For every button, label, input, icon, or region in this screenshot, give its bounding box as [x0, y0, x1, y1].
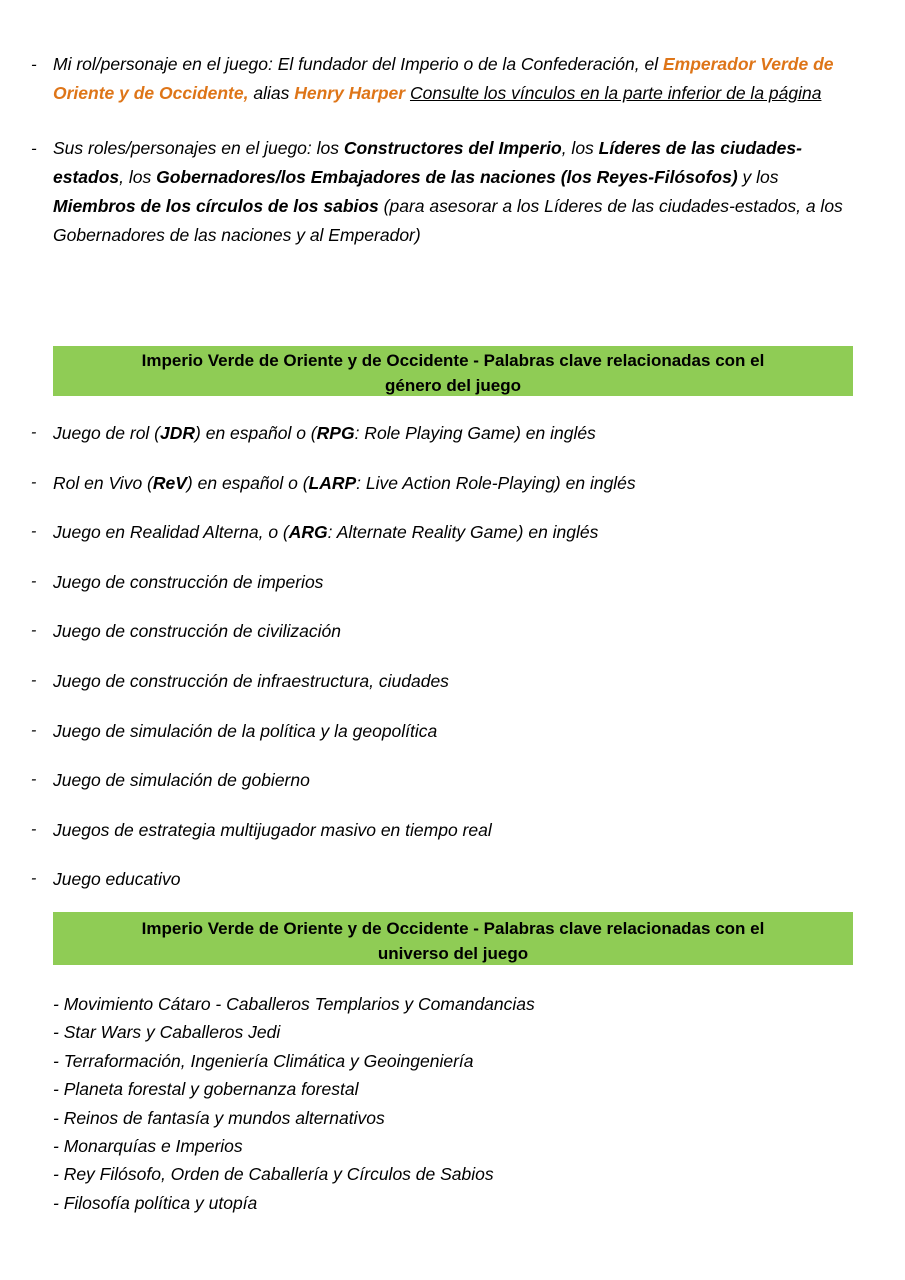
list-item [0, 667, 905, 717]
list-item [0, 766, 905, 816]
intro-bullet-2-text-segment-3: Líderes de las ciudades-estados [53, 138, 802, 187]
genre-item-1-segment-1: ReV [152, 472, 187, 493]
intro-bullet-2-text [53, 134, 860, 250]
genre-item-0-segment-0: Juego de rol ( [53, 423, 161, 443]
bullet-dash-marker: - [31, 55, 37, 74]
universe-list-item-3: - Planeta forestal y gobernanza forestal [53, 1079, 359, 1100]
list-item [0, 134, 905, 250]
genre-item-text-0 [53, 423, 596, 443]
banner-genre-line-1: Imperio Verde de Oriente y de Occidente - Palabras clave relacionadas con el [141, 351, 765, 370]
banner-universe-line-2: universo del juego [377, 944, 529, 963]
list-item [0, 469, 905, 519]
genre-item-text-5 [53, 671, 449, 691]
bullet-dash-marker: - [31, 622, 37, 640]
intro-bullet-2-text-segment-6: y los [737, 167, 779, 187]
universe-list-item-1: - Star Wars y Caballeros Jedi [53, 1022, 281, 1043]
list-item [0, 617, 905, 667]
section-banner-universe [53, 912, 853, 965]
bullet-dash-marker: - [31, 572, 37, 590]
intro-bullet-2-text-segment-2: , los [561, 138, 599, 158]
genre-item-9-segment-0: Juego educativo [53, 869, 181, 890]
intro-bullet-2-text-segment-8: (para asesorar a los Líderes de las ciudades-estados, a los Gobernadores de las naciones y al Emperador) [53, 196, 843, 245]
genre-item-text-9 [53, 869, 180, 889]
genre-item-text-8 [53, 820, 492, 840]
bullet-dash-marker: - [31, 671, 37, 689]
bullet-dash-marker: - [31, 523, 37, 541]
list-item [0, 568, 905, 618]
genre-item-text-4 [53, 621, 341, 641]
genre-item-1-segment-2: ) en español o ( [186, 472, 309, 493]
universe-list-item-4: - Reinos de fantasía y mundos alternativos [53, 1107, 385, 1128]
list-item [0, 518, 905, 568]
genre-item-2-segment-2: : Alternate Reality Game) en inglés [327, 522, 599, 543]
universe-list-item-7: - Filosofía política y utopía [53, 1192, 258, 1213]
list-item [0, 865, 905, 915]
genre-item-1-segment-4: : Live Action Role-Playing) en inglés [356, 472, 636, 493]
banner-genre-line-2: género del juego [384, 376, 522, 395]
universe-list-item-2: - Terraformación, Ingeniería Climática y Geoingeniería [53, 1050, 474, 1071]
genre-item-0-segment-1: JDR [160, 423, 196, 443]
genre-item-3-segment-0: Juego de construcción de imperios [53, 571, 324, 592]
bullet-dash-marker: - [31, 424, 37, 441]
genre-item-7-segment-0: Juego de simulación de gobierno [53, 770, 310, 791]
list-item [0, 50, 905, 108]
universe-list-item-5: - Monarquías e Imperios [53, 1136, 243, 1157]
intro-bullet-1-text-segment-5: Consulte los vínculos en la parte inferior de la página [409, 83, 822, 103]
list-item [0, 816, 905, 866]
intro-bullet-2-text-segment-5: Gobernadores/los Embajadores de las naciones (los Reyes-Filósofos) [156, 167, 738, 187]
universe-keyword-list [53, 990, 873, 1217]
genre-item-2-segment-1: ARG [288, 522, 328, 543]
genre-item-text-3 [53, 572, 323, 592]
bullet-dash-marker: - [31, 139, 37, 158]
genre-item-text-7 [53, 770, 310, 790]
intro-bullet-2-text-segment-1: Constructores del Imperio [343, 138, 562, 158]
intro-bullet-1-text-segment-0: Mi rol/personaje en el juego: El fundador del Imperio o de la Confederación, el [53, 54, 663, 74]
section-banner-genre [53, 346, 853, 396]
bullet-dash-marker: - [31, 771, 37, 789]
bullet-dash-marker: - [31, 473, 37, 491]
genre-item-text-6 [53, 721, 437, 741]
genre-item-text-2 [53, 522, 598, 542]
genre-item-1-segment-0: Rol en Vivo ( [53, 472, 153, 493]
intro-bullet-2-text-segment-0: Sus roles/personajes en el juego: los [53, 138, 344, 158]
genre-item-2-segment-0: Juego en Realidad Alterna, o ( [53, 522, 289, 543]
genre-item-0-segment-2: ) en español o ( [195, 423, 317, 443]
genre-keyword-list [0, 419, 905, 915]
banner-universe-line-1: Imperio Verde de Oriente y de Occidente - Palabras clave relacionadas con el [141, 919, 765, 938]
intro-bullet-list [0, 50, 905, 268]
intro-bullet-2-text-segment-4: , los [119, 167, 157, 187]
genre-item-5-segment-0: Juego de construcción de infraestructura, ciudades [53, 670, 449, 691]
intro-bullet-2-text-segment-7: Miembros de los círculos de los sabios [53, 196, 379, 216]
genre-item-0-segment-4: : Role Playing Game) en inglés [354, 423, 596, 443]
genre-item-text-1 [53, 473, 636, 493]
genre-item-0-segment-3: RPG [316, 423, 355, 443]
bullet-dash-marker: - [31, 820, 37, 838]
list-item [0, 419, 905, 469]
list-item [0, 717, 905, 767]
genre-item-6-segment-0: Juego de simulación de la política y la geopolítica [53, 720, 438, 741]
intro-bullet-1-text-segment-1: Emperador Verde de Oriente y de Occidente, [53, 54, 834, 103]
intro-bullet-1-text [53, 50, 860, 108]
intro-bullet-1-text-segment-3: Henry Harper [294, 83, 406, 103]
universe-list-item-0: - Movimiento Cátaro - Caballeros Templarios y Comandancias [53, 994, 535, 1014]
genre-item-4-segment-0: Juego de construcción de civilización [53, 621, 341, 642]
genre-item-1-segment-3: LARP [308, 472, 357, 493]
genre-item-8-segment-0: Juegos de estrategia multijugador masivo en tiempo real [53, 819, 492, 840]
bullet-dash-marker: - [31, 870, 37, 888]
universe-list-item-6: - Rey Filósofo, Orden de Caballería y Círculos de Sabios [53, 1164, 494, 1185]
bullet-dash-marker: - [31, 721, 37, 739]
intro-bullet-1-text-segment-2: alias [248, 83, 295, 103]
